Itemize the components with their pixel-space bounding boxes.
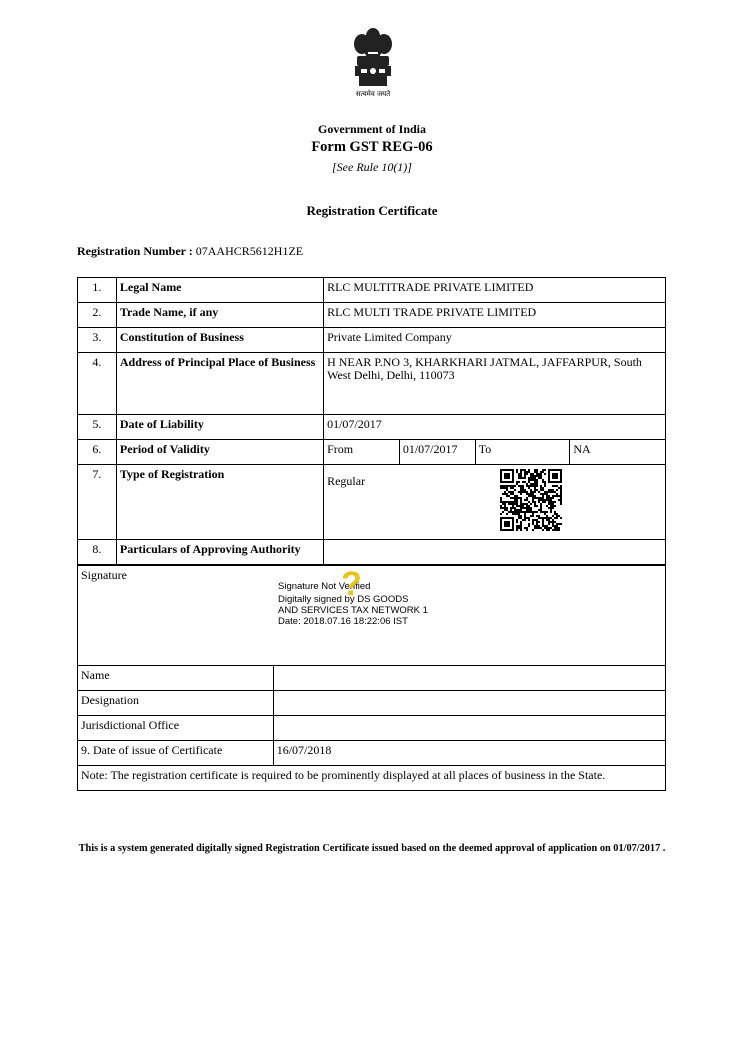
registration-number-label: Registration Number : bbox=[77, 244, 193, 258]
detail-label: 9. Date of issue of Certificate bbox=[78, 741, 274, 766]
registration-number bbox=[77, 244, 303, 259]
detail-value bbox=[273, 716, 665, 741]
signature-cell bbox=[78, 566, 666, 666]
detail-label: Name bbox=[78, 666, 274, 691]
row-number: 4. bbox=[78, 353, 117, 415]
date-of-liability-value: 01/07/2017 bbox=[324, 415, 666, 440]
detail-value bbox=[273, 691, 665, 716]
row-label: Legal Name bbox=[116, 278, 323, 303]
row-number: 8. bbox=[78, 540, 117, 565]
registration-details-table bbox=[77, 277, 666, 565]
signature-row bbox=[78, 566, 666, 666]
constitution-value: Private Limited Company bbox=[324, 328, 666, 353]
table-row bbox=[78, 465, 666, 540]
signature-details-table bbox=[77, 565, 666, 791]
trade-name-value: RLC MULTI TRADE PRIVATE LIMITED bbox=[324, 303, 666, 328]
row-label: Type of Registration bbox=[116, 465, 323, 540]
table-row bbox=[78, 353, 666, 415]
table-row bbox=[78, 440, 666, 465]
footer-text: This is a system generated digitally signed Registration Certificate issued based on the deemed approval of application on 01/07/2017 . bbox=[78, 843, 666, 854]
qr-code-icon bbox=[500, 469, 562, 531]
table-row bbox=[78, 303, 666, 328]
signature-line: Digitally signed by DS GOODS bbox=[278, 594, 409, 605]
registration-number-value: 07AAHCR5612H1ZE bbox=[195, 244, 304, 258]
detail-value bbox=[273, 666, 665, 691]
signature-status: Signature Not Verified bbox=[278, 581, 371, 592]
detail-label: Designation bbox=[78, 691, 274, 716]
row-number: 1. bbox=[78, 278, 117, 303]
table-row bbox=[78, 766, 666, 791]
validity-from-label: From bbox=[324, 440, 400, 465]
government-heading: Government of India bbox=[318, 122, 426, 136]
address-value: H NEAR P.NO 3, KHARKHARI JATMAL, JAFFARPUR, South West Delhi, Delhi, 110073 bbox=[324, 353, 666, 415]
signature-label: Signature bbox=[81, 568, 127, 582]
row-label: Constitution of Business bbox=[116, 328, 323, 353]
row-label: Date of Liability bbox=[116, 415, 323, 440]
detail-label: Jurisdictional Office bbox=[78, 716, 274, 741]
validity-to-value: NA bbox=[570, 440, 666, 465]
table-row bbox=[78, 278, 666, 303]
row-number: 7. bbox=[78, 465, 117, 540]
row-number: 5. bbox=[78, 415, 117, 440]
legal-name-value: RLC MULTITRADE PRIVATE LIMITED bbox=[324, 278, 666, 303]
rule-reference: [See Rule 10(1)] bbox=[332, 160, 412, 174]
question-mark-icon: ? bbox=[341, 565, 362, 603]
table-row bbox=[78, 415, 666, 440]
row-label: Trade Name, if any bbox=[116, 303, 323, 328]
table-row bbox=[78, 328, 666, 353]
approving-authority-value bbox=[324, 540, 666, 565]
issue-date-value: 16/07/2018 bbox=[273, 741, 665, 766]
row-number: 6. bbox=[78, 440, 117, 465]
table-row bbox=[78, 666, 666, 691]
registration-type-value: Regular bbox=[327, 474, 366, 488]
table-row bbox=[78, 716, 666, 741]
row-number: 2. bbox=[78, 303, 117, 328]
row-number: 3. bbox=[78, 328, 117, 353]
form-title: Form GST REG-06 bbox=[311, 139, 433, 155]
certificate-title: Registration Certificate bbox=[306, 203, 438, 218]
row-label: Address of Principal Place of Business bbox=[116, 353, 323, 415]
validity-to-label: To bbox=[475, 440, 570, 465]
table-row bbox=[78, 540, 666, 565]
table-row bbox=[78, 741, 666, 766]
row-label: Particulars of Approving Authority bbox=[116, 540, 323, 565]
emblem-motto: सत्यमेव जयते bbox=[355, 90, 391, 98]
row-label: Period of Validity bbox=[116, 440, 323, 465]
table-row bbox=[78, 691, 666, 716]
note-text: Note: The registration certificate is required to be prominently displayed at all places of business in the State. bbox=[78, 766, 666, 791]
validity-from-value: 01/07/2017 bbox=[399, 440, 475, 465]
signature-date: Date: 2018.07.16 18:22:06 IST bbox=[278, 616, 408, 627]
signature-line: AND SERVICES TAX NETWORK 1 bbox=[278, 605, 428, 616]
registration-type-cell bbox=[324, 465, 666, 540]
